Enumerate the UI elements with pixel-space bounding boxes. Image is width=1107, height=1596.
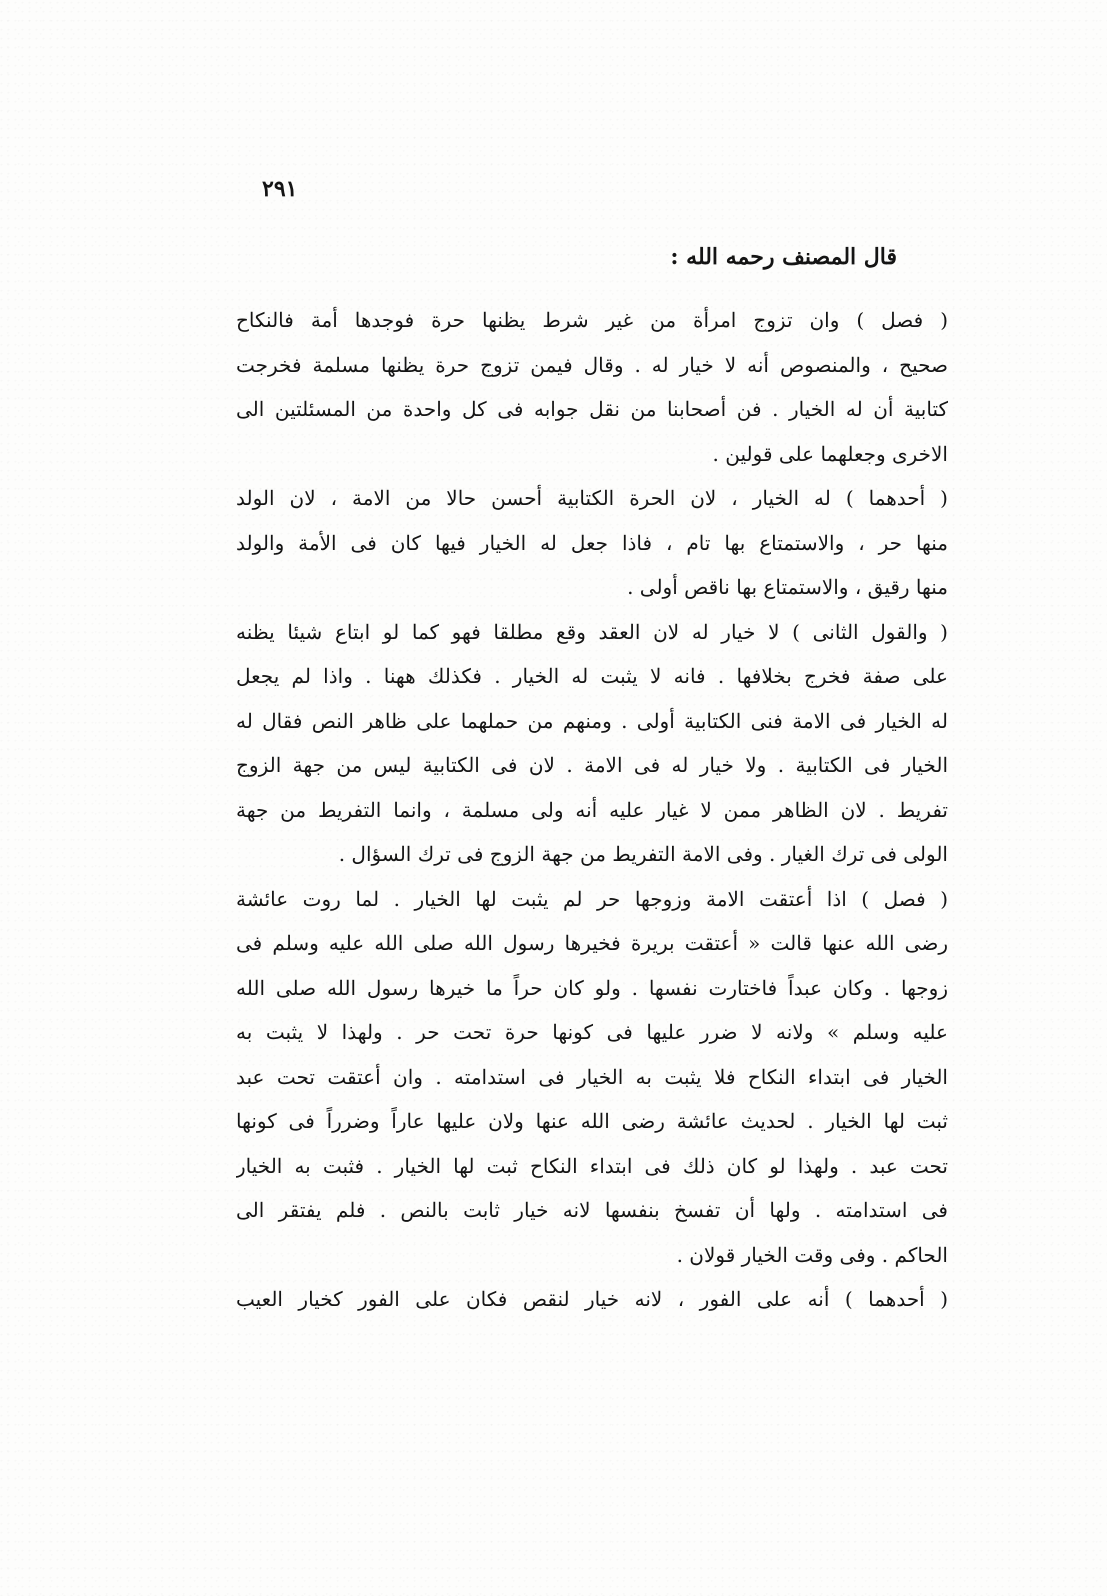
text-line: الخيار فى ابتداء النكاح فلا يثبت به الخيار فى استدامته . وان أعتقت تحت عبد	[236, 1064, 948, 1089]
text-line: له الخيار فى الامة فنى الكتابية أولى . ومنهم من حملهما على ظاهر النص فقال له	[236, 708, 948, 733]
text-line: زوجها . وكان عبداً فاختارت نفسها . ولو كان حراً ما خيرها رسول الله صلى الله	[236, 975, 948, 1000]
text-line: تفريط . لان الظاهر ممن لا غيار عليه أنه ولى مسلمة ، وانما التفريط من جهة	[236, 797, 948, 822]
text-line: صحيح ، والمنصوص أنه لا خيار له . وقال فيمن تزوج حرة يظنها مسلمة فخرجت	[236, 352, 948, 377]
text-line: كتابية أن له الخيار . فن أصحابنا من نقل جوابه فى كل واحدة من المسئلتين الى	[236, 397, 948, 421]
page-number: ٢٩١	[262, 176, 298, 202]
section-heading: قال المصنف رحمه الله :	[670, 244, 897, 270]
text-line: تحت عبد . ولهذا لو كان ذلك فى ابتداء النكاح ثبت لها الخيار . فثبت به الخيار	[236, 1153, 948, 1178]
text-line: الخيار فى الكتابية . ولا خيار له فى الامة . لان فى الكتابية ليس من جهة الزوج	[236, 753, 948, 777]
text-line: ( فصل ) وان تزوج امرأة من غير شرط يظنها حرة فوجدها أمة فالنكاح	[236, 308, 948, 332]
text-line: ( أحدهما ) له الخيار ، لان الحرة الكتابية أحسن حالا من الامة ، لان الولد	[236, 486, 948, 510]
body-text	[236, 298, 948, 1368]
text-line: الولى فى ترك الغيار . وفى الامة التفريط من جهة الزوج فى ترك السؤال .	[338, 842, 948, 866]
text-line: ( أحدهما ) أنه على الفور ، لانه خيار لنقص فكان على الفور كخيار العيب	[236, 1287, 948, 1311]
text-line: ( فصل ) اذا أعتقت الامة وزوجها حر لم يثبت لها الخيار . لما روت عائشة	[236, 886, 948, 911]
text-line: رضى الله عنها قالت « أعتقت بريرة فخيرها رسول الله صلى الله عليه وسلم فى	[236, 931, 948, 955]
text-line: فى استدامته . ولها أن تفسخ بنفسها لانه خيار ثابت بالنص . فلم يفتقر الى	[236, 1198, 948, 1222]
text-line: ( والقول الثانى ) لا خيار له لان العقد وقع مطلقا فهو كما لو ابتاع شيئا يظنه	[236, 619, 948, 644]
text-line: منها حر ، والاستمتاع بها تام ، فاذا جعل له الخيار فيها كان فى الأمة والولد	[236, 530, 948, 555]
text-line: منها رقيق ، والاستمتاع بها ناقص أولى .	[627, 575, 948, 599]
text-line: الحاكم . وفى وقت الخيار قولان .	[676, 1242, 948, 1267]
text-line: الاخرى وجعلهما على قولين .	[712, 441, 948, 466]
text-line: عليه وسلم » ولانه لا ضرر عليها فى كونها حرة تحت حر . ولهذا لا يثبت به	[236, 1020, 948, 1044]
text-line: على صفة فخرج بخلافها . فانه لا يثبت له الخيار . فكذلك ههنا . واذا لم يجعل	[236, 664, 948, 688]
text-line: ثبت لها الخيار . لحديث عائشة رضى الله عنها ولان عليها عاراً وضرراً فى كونها	[236, 1109, 948, 1133]
